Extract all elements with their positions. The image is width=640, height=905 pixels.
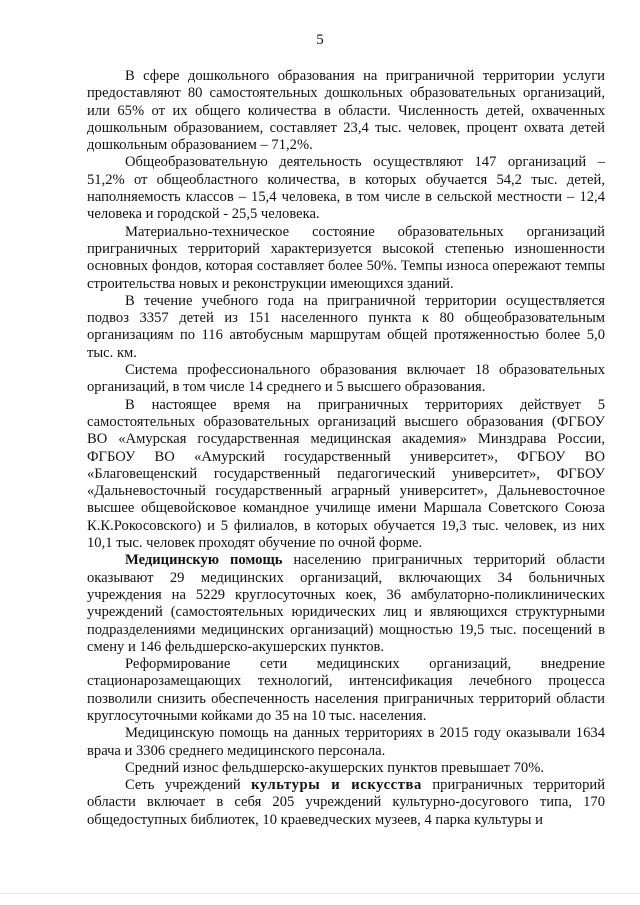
page-number: 5	[316, 32, 324, 48]
medical-care-lead: Медицинскую помощь	[125, 552, 283, 569]
paragraph-material-condition: Материально-техническое состояние образовательных организаций приграничных территорий характеризуется высокой степенью изношенности основных фондов, которая составляет более 50%. Темпы износа опережают темпы строительства новых и реконструкции имеющихся зданий.	[87, 223, 605, 292]
bottom-scan-edge	[0, 893, 640, 894]
culture-text: приграничных территорий области включает в себя 205 учреждений культурно-досугового типа, 170 общедоступных библиотек, 10 краеведческих музеев, 4 парка культуры и	[87, 777, 605, 828]
paragraph-general-education: Общеобразовательную деятельность осуществляют 147 организаций – 51,2% от общеобластного количества, в которых обучается 54,2 тыс. детей, наполняемость классов – 15,4 человека, в том числе в сельской местности – 12,4 человека и городской - 25,5 человека.	[87, 154, 605, 223]
culture-pre: Сеть учреждений	[125, 777, 252, 794]
paragraph-reform: Реформирование сети медицинских организаций, внедрение стационарозамещающих технологий, интенсификация лечебного процесса позволили снизить обеспеченность населения приграничных территорий области круглосуточными койками до 35 на 10 тыс. населения.	[87, 656, 605, 724]
body-text	[87, 68, 605, 829]
paragraph-culture	[87, 777, 605, 829]
paragraph-school-transport: В течение учебного года на приграничной территории осуществляется подвоз 3357 детей из 151 населенного пункта к 80 общеобразовательным организациям по 116 автобусным маршрутам общей протяженностью более 5,0 тыс. км.	[87, 292, 605, 361]
medical-care-text: населению приграничных территорий области оказывают 29 медицинских организаций, включающих 34 больничных учреждения на 5229 круглосуточных коек, 36 амбулаторно-поликлинических учреждений (самостоятельных юридических лиц и являющихся структурными подразделениями медицинских организаций) мощностью 19,5 тыс. посещений в смену и 146 фельдшерско-акушерских пунктов.	[87, 552, 605, 655]
paragraph-medical-staff: Медицинскую помощь на данных территориях в 2015 году оказывали 1634 врача и 3306 среднего медицинского персонала.	[87, 725, 605, 759]
paragraph-higher-education: В настоящее время на приграничных территориях действует 5 самостоятельных образовательных организаций высшего образования (ФГБОУ ВО «Амурская государственная медицинская академия» Минздрава России, ФГБОУ ВО «Амурский государственный университет», ФГБОУ ВО «Благовещенский государственный педагогический университет», ФГБОУ «Дальневосточный государственный аграрный университет», Дальневосточное высшее общевойсковое командное училище имени Маршала Советского Союза К.К.Рокосовского) и 5 филиалов, в которых обучается 19,3 тыс. человек, из них 10,1 тыс. человек проходят обучение по очной форме.	[87, 396, 605, 552]
paragraph-feldsher-wear: Средний износ фельдшерско-акушерских пунктов превышает 70%.	[125, 759, 545, 776]
paragraph-preschool: В сфере дошкольного образования на приграничной территории услуги предоставляют 80 самостоятельных дошкольных образовательных организаций, или 65% от их общего количества в области. Численность детей, охваченных дошкольным образованием, составляет 23,4 тыс. человек, процент охвата детей дошкольным образованием – 71,2%.	[87, 68, 605, 154]
paragraph-professional-education: Система профессионального образования включает 18 образовательных организаций, в том числе 14 среднего и 5 высшего образования.	[87, 362, 605, 396]
paragraph-medical-care	[87, 552, 605, 656]
culture-bold: культуры и искусства	[251, 777, 422, 794]
